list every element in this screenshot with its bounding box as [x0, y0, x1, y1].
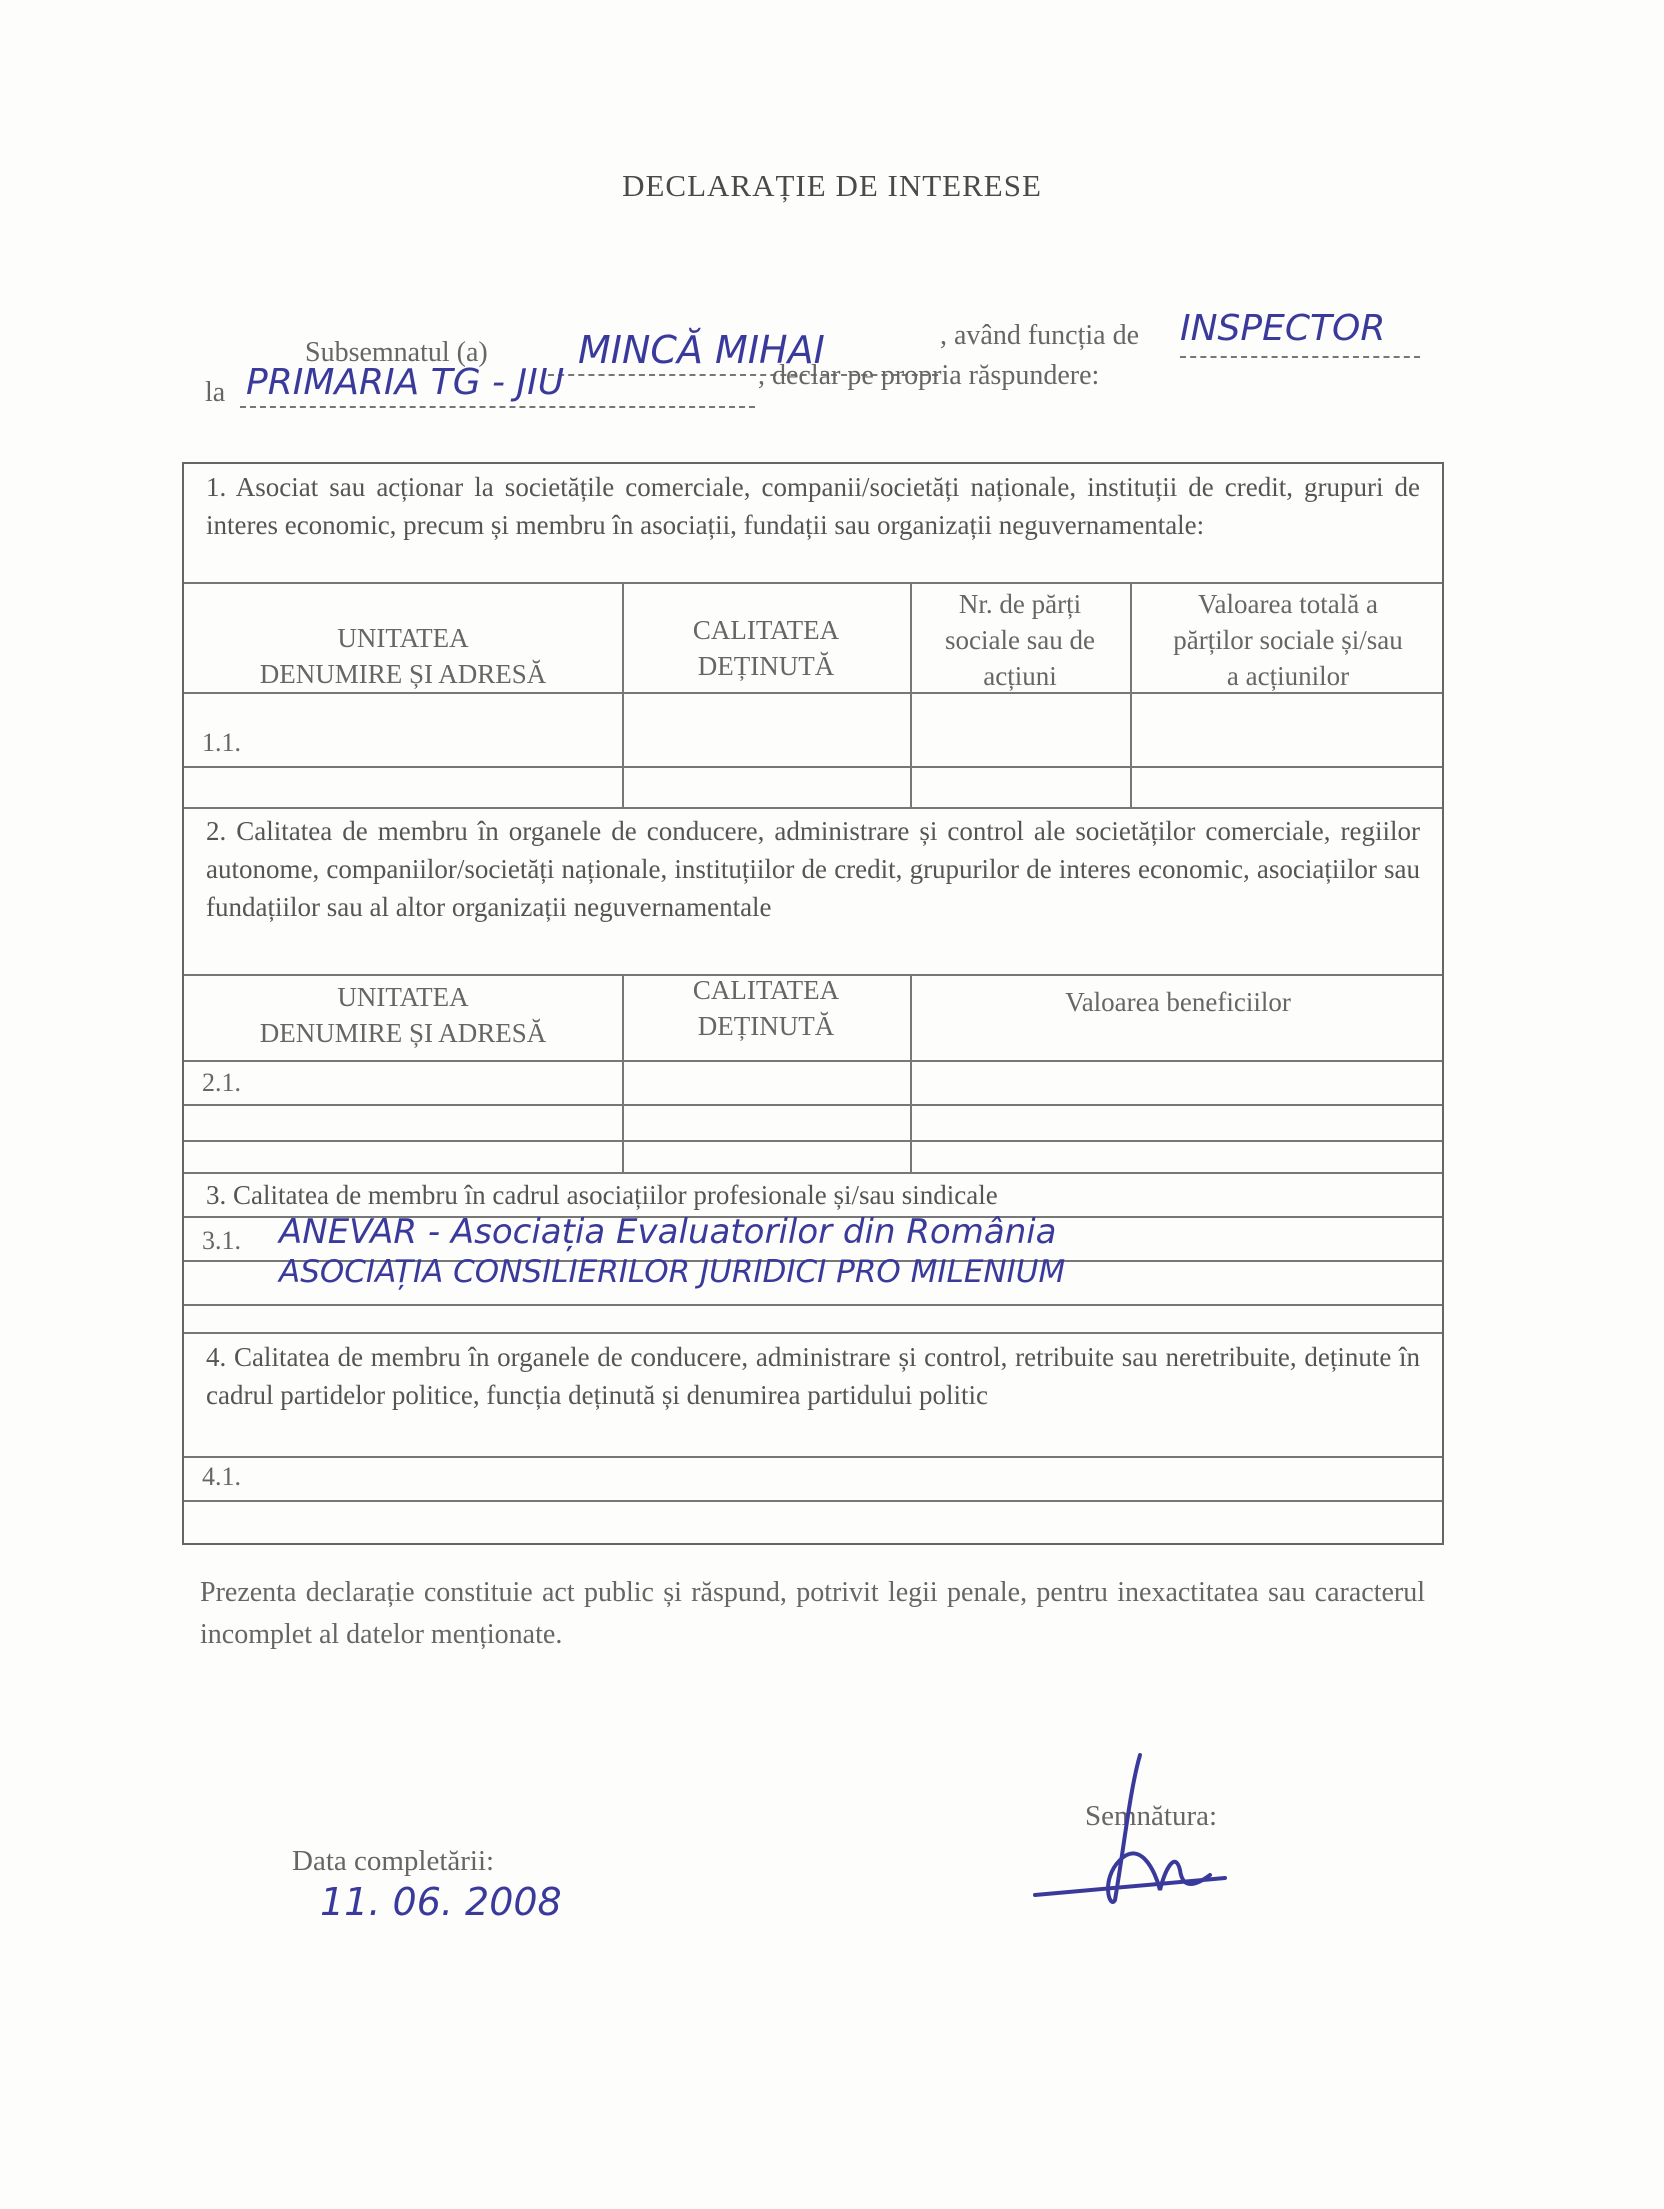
institution-value: PRIMARIA TG - JIU: [246, 362, 565, 403]
la-label: la: [205, 377, 226, 408]
signature-label: Semnătura:: [1085, 1800, 1218, 1832]
function-value: INSPECTOR: [1180, 308, 1386, 349]
s2-header-unitate: UNITATEA DENUMIRE ȘI ADRESĂ: [259, 982, 547, 1048]
s3-row-label: 3.1.: [202, 1226, 241, 1255]
declaration-table: [182, 462, 1444, 1545]
section2-text: 2. Calitatea de membru în organele de conducere, administrare și control ale societăților comerciale, regiilor autonome, companiilor/societăți naționale, instituțiilor de credit, grupurilor de interes economic, asociațiilor sau fundațiilor sau al altor organizații neguvernamentale: [206, 816, 1420, 922]
section1-text: 1. Asociat sau acționar la societățile comerciale, companii/societăți naționale, instituții de credit, grupuri de interes economic, precum și membru în asociații, fundații sau organizații neguvernamentale:: [206, 472, 1420, 540]
s3-entry-1: ANEVAR - Asociația Evaluatorilor din România: [279, 1212, 1057, 1252]
s4-row-label: 4.1.: [202, 1462, 241, 1491]
s1-header-calitate: CALITATEA DEȚINUTĂ: [692, 615, 840, 681]
s1-header-unitate: UNITATEA DENUMIRE ȘI ADRESĂ: [259, 623, 547, 689]
subsemnatul-label: Subsemnatul (a): [305, 337, 488, 368]
signature-drawing: [1020, 1750, 1250, 1930]
declar-label: , declar pe propria răspundere:: [758, 360, 1100, 391]
section3-text: 3. Calitatea de membru în cadrul asociațiilor profesionale și/sau sindicale: [206, 1180, 998, 1210]
s1-header-nr-parti: Nr. de părți sociale sau de acțiuni: [945, 589, 1095, 691]
s2-row-label: 2.1.: [202, 1068, 241, 1097]
legal-statement: Prezenta declarație constituie act public și răspund, potrivit legii penale, pentru inexactitatea sau caracterul incomplet al datelor menționate.: [200, 1577, 1425, 1650]
function-field[interactable]: [1180, 308, 1420, 358]
name-value: MINCĂ MIHAI: [578, 328, 825, 372]
date-label: Data completării:: [292, 1845, 495, 1877]
s2-header-valoare: Valoarea beneficiilor: [1065, 987, 1291, 1017]
date-value: 11. 06. 2008: [320, 1880, 562, 1924]
institution-field[interactable]: [240, 362, 755, 408]
s3-entry-2: ASOCIAȚIA CONSILIERILOR JURIDICI PRO MILENIUM: [279, 1254, 1066, 1290]
s2-header-calitate: CALITATEA DEȚINUTĂ: [692, 975, 840, 1041]
avand-functia-label: , având funcția de: [940, 320, 1140, 351]
s1-header-valoare: Valoarea totală a părților sociale și/sau a acțiunilor: [1173, 589, 1403, 691]
document-title: DECLARAȚIE DE INTERESE: [622, 168, 1042, 203]
section4-text: 4. Calitatea de membru în organele de conducere, administrare și control, retribuite sau neretribuite, deținute în cadrul partidelor politice, funcția deținută și denumirea partidului politic: [206, 1342, 1420, 1410]
s1-row-label: 1.1.: [202, 728, 241, 757]
